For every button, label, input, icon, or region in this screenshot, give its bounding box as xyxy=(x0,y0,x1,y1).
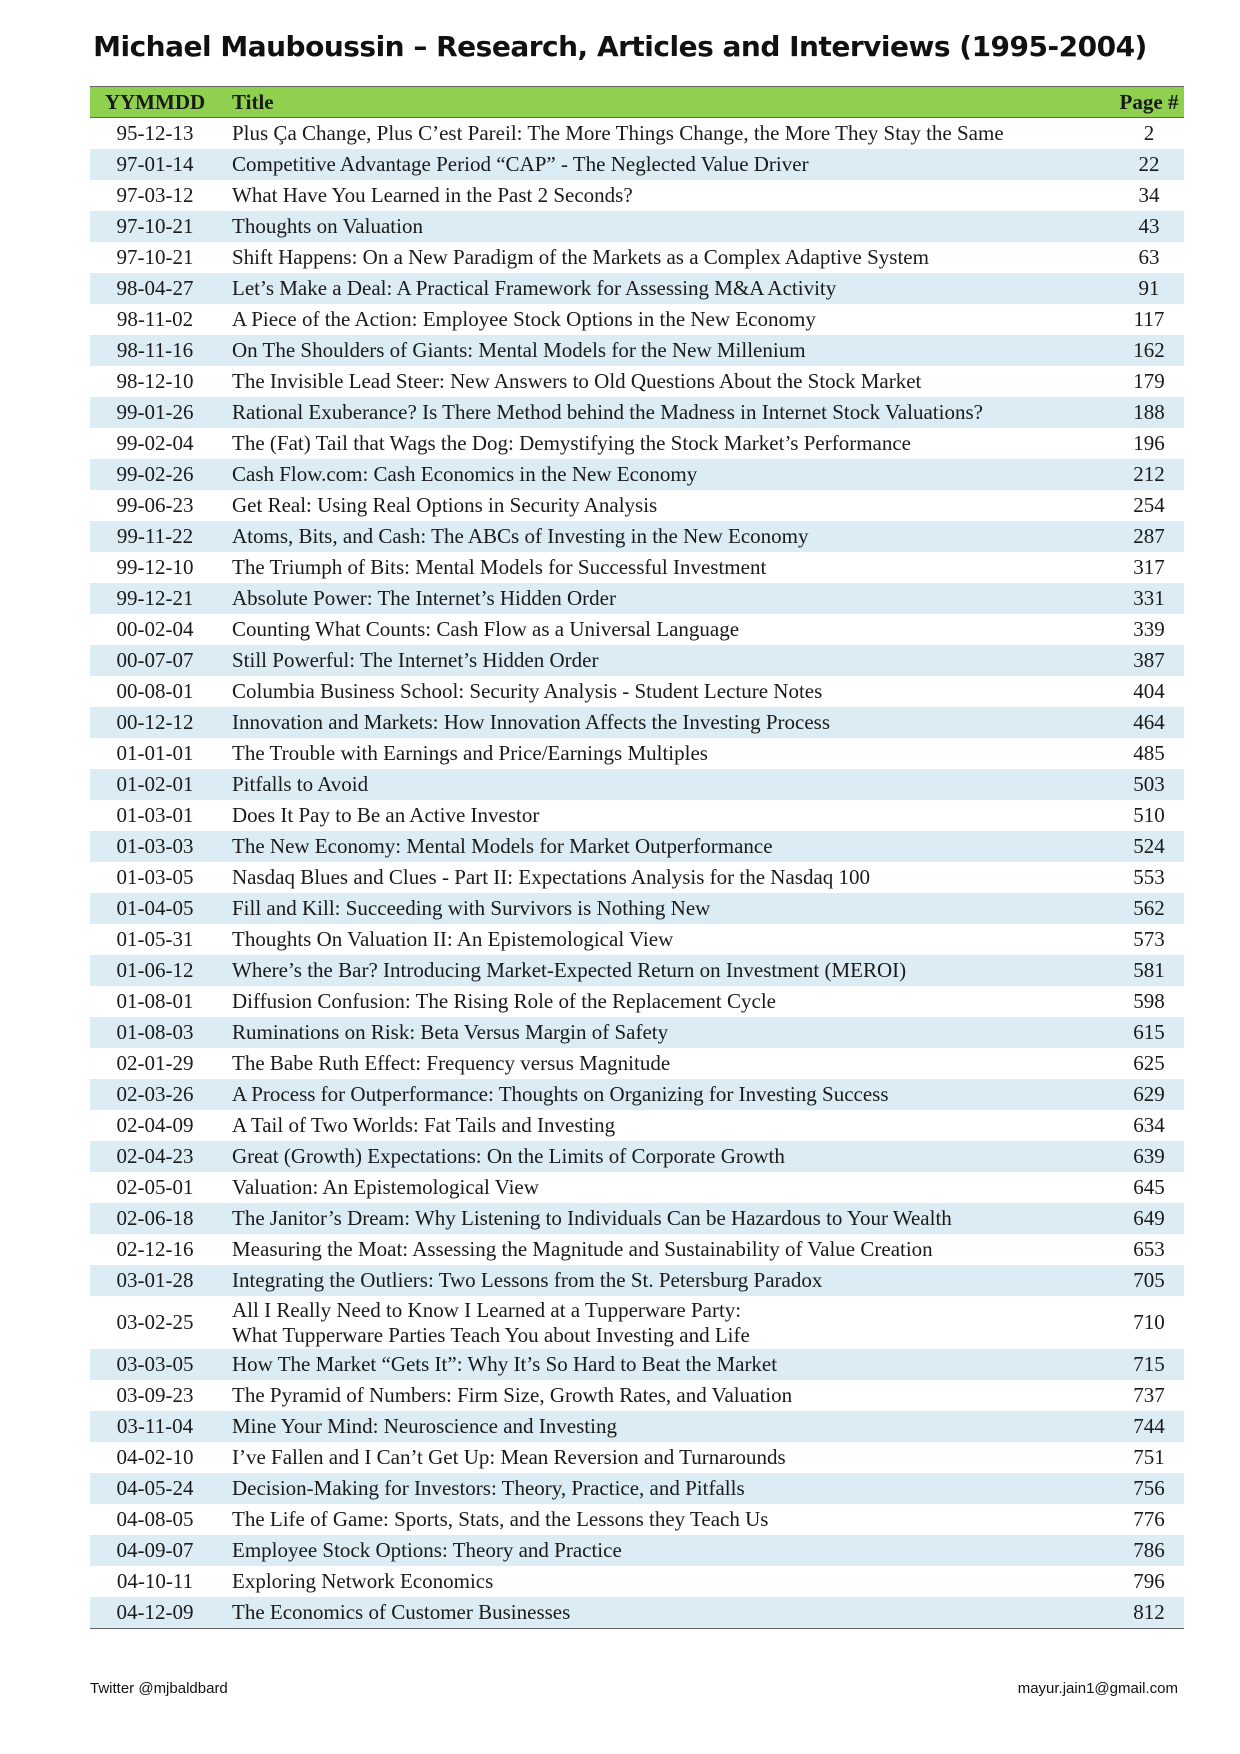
row-date: 02-04-23 xyxy=(90,1141,220,1172)
row-page-number: 562 xyxy=(1114,893,1184,924)
table-body xyxy=(90,118,1184,1629)
table-row xyxy=(90,1380,1184,1411)
row-date: 02-03-26 xyxy=(90,1079,220,1110)
table-row xyxy=(90,1172,1184,1203)
table-row xyxy=(90,490,1184,521)
row-date: 04-12-09 xyxy=(90,1597,220,1629)
row-page-number: 510 xyxy=(1114,800,1184,831)
row-date: 97-03-12 xyxy=(90,180,220,211)
row-date: 99-12-21 xyxy=(90,583,220,614)
table-row xyxy=(90,1048,1184,1079)
table-row xyxy=(90,1141,1184,1172)
row-page-number: 812 xyxy=(1114,1597,1184,1629)
column-header-title: Title xyxy=(220,87,1114,118)
table-header-row xyxy=(90,87,1184,118)
row-date: 00-07-07 xyxy=(90,645,220,676)
row-title: Diffusion Confusion: The Rising Role of the Replacement Cycle xyxy=(220,986,1114,1017)
row-title: The Janitor’s Dream: Why Listening to Individuals Can be Hazardous to Your Wealth xyxy=(220,1203,1114,1234)
row-date: 01-04-05 xyxy=(90,893,220,924)
row-page-number: 581 xyxy=(1114,955,1184,986)
row-title: Fill and Kill: Succeeding with Survivors is Nothing New xyxy=(220,893,1114,924)
row-date: 99-06-23 xyxy=(90,490,220,521)
row-page-number: 705 xyxy=(1114,1265,1184,1296)
row-title: Let’s Make a Deal: A Practical Framework for Assessing M&A Activity xyxy=(220,273,1114,304)
row-date: 03-01-28 xyxy=(90,1265,220,1296)
row-page-number: 2 xyxy=(1114,118,1184,150)
table-header xyxy=(90,87,1184,118)
row-title: What Have You Learned in the Past 2 Seconds? xyxy=(220,180,1114,211)
row-page-number: 387 xyxy=(1114,645,1184,676)
row-title: Integrating the Outliers: Two Lessons from the St. Petersburg Paradox xyxy=(220,1265,1114,1296)
row-page-number: 196 xyxy=(1114,428,1184,459)
row-title: Innovation and Markets: How Innovation Affects the Investing Process xyxy=(220,707,1114,738)
row-date: 97-01-14 xyxy=(90,149,220,180)
row-page-number: 553 xyxy=(1114,862,1184,893)
row-page-number: 629 xyxy=(1114,1079,1184,1110)
row-page-number: 254 xyxy=(1114,490,1184,521)
row-date: 04-02-10 xyxy=(90,1442,220,1473)
row-page-number: 710 xyxy=(1114,1296,1184,1349)
row-page-number: 188 xyxy=(1114,397,1184,428)
table-row xyxy=(90,211,1184,242)
row-date: 01-05-31 xyxy=(90,924,220,955)
table-row xyxy=(90,1110,1184,1141)
row-date: 98-11-02 xyxy=(90,304,220,335)
row-title: Ruminations on Risk: Beta Versus Margin of Safety xyxy=(220,1017,1114,1048)
row-title: Great (Growth) Expectations: On the Limits of Corporate Growth xyxy=(220,1141,1114,1172)
row-date: 99-02-04 xyxy=(90,428,220,459)
table-row xyxy=(90,707,1184,738)
row-page-number: 634 xyxy=(1114,1110,1184,1141)
row-title: Pitfalls to Avoid xyxy=(220,769,1114,800)
row-page-number: 503 xyxy=(1114,769,1184,800)
row-date: 03-03-05 xyxy=(90,1349,220,1380)
row-page-number: 212 xyxy=(1114,459,1184,490)
row-date: 01-01-01 xyxy=(90,738,220,769)
table-row xyxy=(90,738,1184,769)
row-page-number: 639 xyxy=(1114,1141,1184,1172)
row-page-number: 573 xyxy=(1114,924,1184,955)
row-date: 01-08-01 xyxy=(90,986,220,1017)
column-header-date: YYMMDD xyxy=(90,87,220,118)
row-page-number: 649 xyxy=(1114,1203,1184,1234)
row-date: 98-11-16 xyxy=(90,335,220,366)
row-page-number: 34 xyxy=(1114,180,1184,211)
table-row xyxy=(90,986,1184,1017)
table-row xyxy=(90,583,1184,614)
row-date: 04-09-07 xyxy=(90,1535,220,1566)
row-date: 95-12-13 xyxy=(90,118,220,150)
table-row xyxy=(90,1597,1184,1629)
row-date: 01-08-03 xyxy=(90,1017,220,1048)
page-title: Michael Mauboussin – Research, Articles and Interviews (1995-2004) xyxy=(93,30,1147,63)
row-title: Does It Pay to Be an Active Investor xyxy=(220,800,1114,831)
row-title: Atoms, Bits, and Cash: The ABCs of Investing in the New Economy xyxy=(220,521,1114,552)
row-date: 97-10-21 xyxy=(90,242,220,273)
row-page-number: 715 xyxy=(1114,1349,1184,1380)
row-date: 04-05-24 xyxy=(90,1473,220,1504)
table-row xyxy=(90,645,1184,676)
table-row xyxy=(90,1442,1184,1473)
row-date: 04-08-05 xyxy=(90,1504,220,1535)
row-page-number: 653 xyxy=(1114,1234,1184,1265)
row-date: 01-03-03 xyxy=(90,831,220,862)
row-date: 02-06-18 xyxy=(90,1203,220,1234)
row-title: The Economics of Customer Businesses xyxy=(220,1597,1114,1629)
table-row xyxy=(90,304,1184,335)
row-page-number: 625 xyxy=(1114,1048,1184,1079)
table-row xyxy=(90,335,1184,366)
table-row xyxy=(90,924,1184,955)
row-title: The New Economy: Mental Models for Market Outperformance xyxy=(220,831,1114,862)
table-row xyxy=(90,1203,1184,1234)
row-title: The Triumph of Bits: Mental Models for Successful Investment xyxy=(220,552,1114,583)
row-title: How The Market “Gets It”: Why It’s So Hard to Beat the Market xyxy=(220,1349,1114,1380)
row-page-number: 63 xyxy=(1114,242,1184,273)
row-title: A Process for Outperformance: Thoughts on Organizing for Investing Success xyxy=(220,1079,1114,1110)
row-date: 00-02-04 xyxy=(90,614,220,645)
table-row xyxy=(90,1535,1184,1566)
table-row xyxy=(90,1349,1184,1380)
row-date: 01-06-12 xyxy=(90,955,220,986)
row-date: 02-12-16 xyxy=(90,1234,220,1265)
row-page-number: 91 xyxy=(1114,273,1184,304)
table-row xyxy=(90,552,1184,583)
row-title: Measuring the Moat: Assessing the Magnitude and Sustainability of Value Creation xyxy=(220,1234,1114,1265)
table-row xyxy=(90,242,1184,273)
row-page-number: 776 xyxy=(1114,1504,1184,1535)
row-title: Cash Flow.com: Cash Economics in the New Economy xyxy=(220,459,1114,490)
row-page-number: 485 xyxy=(1114,738,1184,769)
row-date: 99-11-22 xyxy=(90,521,220,552)
row-date: 98-12-10 xyxy=(90,366,220,397)
row-date: 03-09-23 xyxy=(90,1380,220,1411)
table-row xyxy=(90,893,1184,924)
row-page-number: 331 xyxy=(1114,583,1184,614)
table-row xyxy=(90,118,1184,150)
table-row xyxy=(90,1473,1184,1504)
row-title: Exploring Network Economics xyxy=(220,1566,1114,1597)
row-date: 04-10-11 xyxy=(90,1566,220,1597)
table-row xyxy=(90,769,1184,800)
row-page-number: 43 xyxy=(1114,211,1184,242)
row-title: Get Real: Using Real Options in Security Analysis xyxy=(220,490,1114,521)
row-title: Columbia Business School: Security Analysis - Student Lecture Notes xyxy=(220,676,1114,707)
table-row xyxy=(90,428,1184,459)
table-row xyxy=(90,397,1184,428)
row-date: 02-04-09 xyxy=(90,1110,220,1141)
row-page-number: 598 xyxy=(1114,986,1184,1017)
row-title: The Trouble with Earnings and Price/Earnings Multiples xyxy=(220,738,1114,769)
row-page-number: 339 xyxy=(1114,614,1184,645)
row-page-number: 645 xyxy=(1114,1172,1184,1203)
row-page-number: 796 xyxy=(1114,1566,1184,1597)
table-row xyxy=(90,831,1184,862)
row-date: 97-10-21 xyxy=(90,211,220,242)
row-title: Counting What Counts: Cash Flow as a Universal Language xyxy=(220,614,1114,645)
table-row xyxy=(90,1234,1184,1265)
articles-table xyxy=(90,86,1184,1629)
row-page-number: 22 xyxy=(1114,149,1184,180)
table-row xyxy=(90,459,1184,490)
row-page-number: 615 xyxy=(1114,1017,1184,1048)
row-page-number: 524 xyxy=(1114,831,1184,862)
row-title: Competitive Advantage Period “CAP” - The Neglected Value Driver xyxy=(220,149,1114,180)
table-row xyxy=(90,1411,1184,1442)
row-title: Thoughts On Valuation II: An Epistemological View xyxy=(220,924,1114,955)
row-date: 01-02-01 xyxy=(90,769,220,800)
row-title: Valuation: An Epistemological View xyxy=(220,1172,1114,1203)
row-title: Absolute Power: The Internet’s Hidden Order xyxy=(220,583,1114,614)
row-title: The Life of Game: Sports, Stats, and the Lessons they Teach Us xyxy=(220,1504,1114,1535)
row-title: Employee Stock Options: Theory and Practice xyxy=(220,1535,1114,1566)
row-title: Where’s the Bar? Introducing Market-Expected Return on Investment (MEROI) xyxy=(220,955,1114,986)
row-title: Decision-Making for Investors: Theory, Practice, and Pitfalls xyxy=(220,1473,1114,1504)
table-row xyxy=(90,1079,1184,1110)
row-date: 99-12-10 xyxy=(90,552,220,583)
row-title: The Invisible Lead Steer: New Answers to Old Questions About the Stock Market xyxy=(220,366,1114,397)
row-page-number: 287 xyxy=(1114,521,1184,552)
row-date: 00-08-01 xyxy=(90,676,220,707)
table-row xyxy=(90,366,1184,397)
column-header-page: Page # xyxy=(1114,87,1184,118)
table-row xyxy=(90,862,1184,893)
twitter-handle: Twitter @mjbaldbard xyxy=(90,1680,228,1697)
table-row xyxy=(90,273,1184,304)
row-page-number: 737 xyxy=(1114,1380,1184,1411)
row-title: The (Fat) Tail that Wags the Dog: Demystifying the Stock Market’s Performance xyxy=(220,428,1114,459)
row-title: Still Powerful: The Internet’s Hidden Order xyxy=(220,645,1114,676)
row-page-number: 317 xyxy=(1114,552,1184,583)
row-date: 00-12-12 xyxy=(90,707,220,738)
table-row xyxy=(90,614,1184,645)
row-date: 02-05-01 xyxy=(90,1172,220,1203)
table-row xyxy=(90,955,1184,986)
table-row xyxy=(90,1017,1184,1048)
row-title: Shift Happens: On a New Paradigm of the Markets as a Complex Adaptive System xyxy=(220,242,1114,273)
row-title: I’ve Fallen and I Can’t Get Up: Mean Reversion and Turnarounds xyxy=(220,1442,1114,1473)
row-title: Rational Exuberance? Is There Method behind the Madness in Internet Stock Valuations? xyxy=(220,397,1114,428)
row-date: 01-03-01 xyxy=(90,800,220,831)
table-row xyxy=(90,676,1184,707)
row-page-number: 751 xyxy=(1114,1442,1184,1473)
table-row xyxy=(90,800,1184,831)
row-title: Thoughts on Valuation xyxy=(220,211,1114,242)
row-date: 01-03-05 xyxy=(90,862,220,893)
row-page-number: 179 xyxy=(1114,366,1184,397)
table-row xyxy=(90,1296,1184,1349)
row-title: A Tail of Two Worlds: Fat Tails and Investing xyxy=(220,1110,1114,1141)
row-title: A Piece of the Action: Employee Stock Options in the New Economy xyxy=(220,304,1114,335)
contact-email: mayur.jain1@gmail.com xyxy=(1017,1680,1178,1697)
row-title: Nasdaq Blues and Clues - Part II: Expectations Analysis for the Nasdaq 100 xyxy=(220,862,1114,893)
row-page-number: 117 xyxy=(1114,304,1184,335)
row-page-number: 744 xyxy=(1114,1411,1184,1442)
table-row xyxy=(90,1566,1184,1597)
row-page-number: 756 xyxy=(1114,1473,1184,1504)
table-row xyxy=(90,1504,1184,1535)
table-row xyxy=(90,180,1184,211)
row-title: All I Really Need to Know I Learned at a Tupperware Party: What Tupperware Parties Teach You about Investing and Life xyxy=(220,1296,1114,1349)
row-date: 03-02-25 xyxy=(90,1296,220,1349)
row-date: 03-11-04 xyxy=(90,1411,220,1442)
row-title: On The Shoulders of Giants: Mental Models for the New Millenium xyxy=(220,335,1114,366)
row-date: 99-01-26 xyxy=(90,397,220,428)
row-date: 02-01-29 xyxy=(90,1048,220,1079)
row-page-number: 786 xyxy=(1114,1535,1184,1566)
row-date: 98-04-27 xyxy=(90,273,220,304)
row-title: The Pyramid of Numbers: Firm Size, Growth Rates, and Valuation xyxy=(220,1380,1114,1411)
row-title: Mine Your Mind: Neuroscience and Investing xyxy=(220,1411,1114,1442)
table-row xyxy=(90,1265,1184,1296)
row-page-number: 162 xyxy=(1114,335,1184,366)
row-page-number: 464 xyxy=(1114,707,1184,738)
row-date: 99-02-26 xyxy=(90,459,220,490)
row-title: The Babe Ruth Effect: Frequency versus Magnitude xyxy=(220,1048,1114,1079)
table-row xyxy=(90,521,1184,552)
row-page-number: 404 xyxy=(1114,676,1184,707)
table-row xyxy=(90,149,1184,180)
row-title: Plus Ça Change, Plus C’est Pareil: The More Things Change, the More They Stay the Same xyxy=(220,118,1114,150)
